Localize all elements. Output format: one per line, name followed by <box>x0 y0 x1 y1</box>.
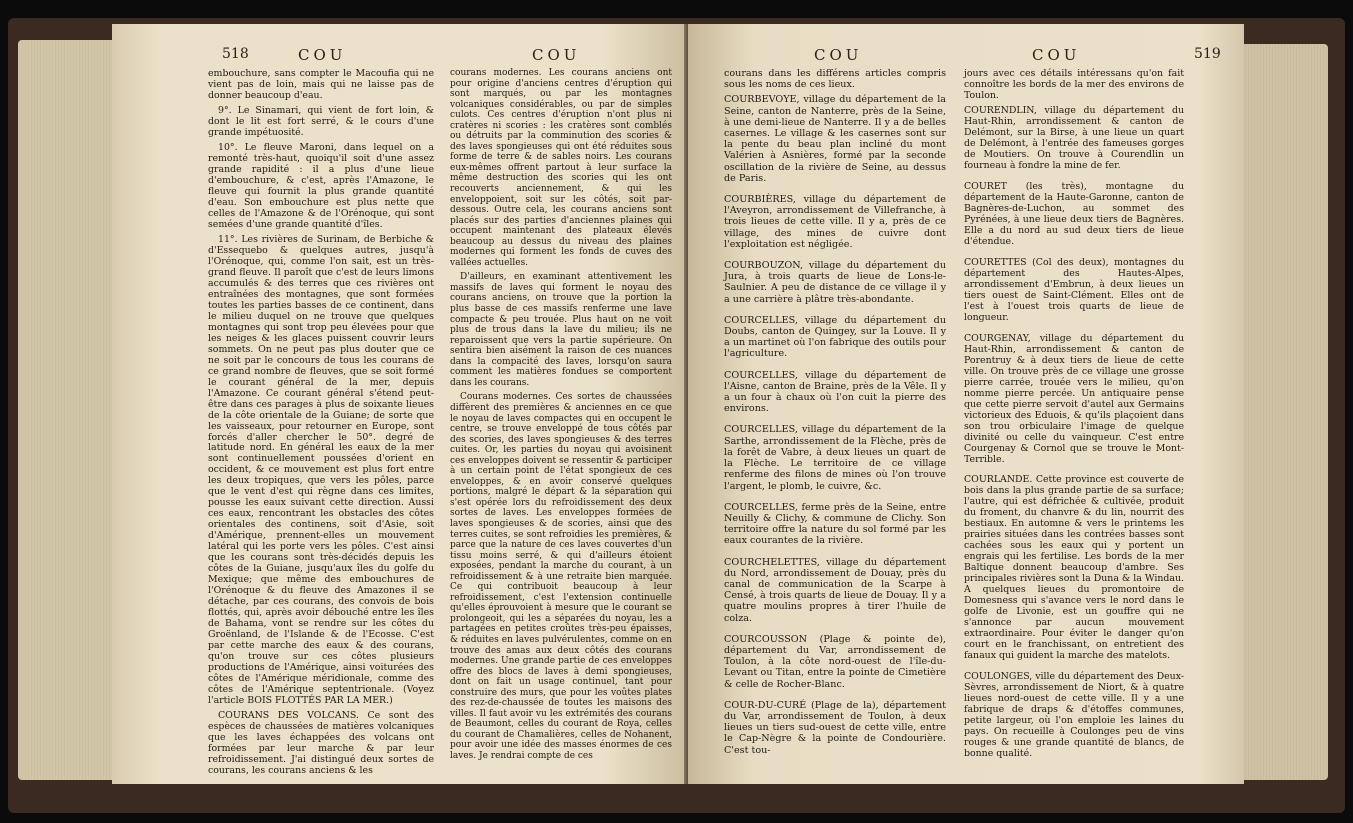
paragraph: 11°. Les rivières de Surinam, de Berbiche & d'Essequebo & quelques autres, jusqu'à l'Orénoque, qui, comme l'on sait, est un très-grand fleuve. Il paroît que c'est de leurs limons accumulés & des terres que ces rivières ont entraînées des montagnes, que sont formées toutes les parties basses de ce continent, dans le milieu duquel on ne trouve que quelques montagnes qui sont trop peu élevées pour que les neiges & les glaces puissent couvrir leurs sommets. On ne peut pas plus douter que ce ne soit par le concours de tous les courans de ce grand nombre de fleuves, que se soit formé le courant général de la mer, depuis l'Amazone. Ce courant général s'étend peut-être dans ces parages à plus de soixante lieues de la côte orientale de la Guiane; de sorte que les vaisseaux, pour retourner en Europe, sont forcés d'aller chercher le 50°. degré de latitude nord. En général les eaux de la mer sont continuellement poussées d'orient en occident, & ce mouvement est plus fort entre les deux tropiques, que vers les pôles, parce que le vent d'est qui règne dans ces limites, pousse les eaux suivant cette direction. Aussi ces eaux, rencontrant les obstacles des côtes orientales des continens, soit d'Asie, soit d'Amérique, prennent-elles un mouvement latéral qui les porte vers les pôles. C'est ainsi que les courans sont très-décidés depuis les côtes de la Guiane, jusqu'aux îles du golfe du Mexique; que même des embouchures de l'Orénoque & du fleuve des Amazones il se détache, par ces courans, des convois de bois flottés, qui, après avoir débouché entre les îles de Bahama, vont se rendre sur les côtes du Groënland, de l'Islande & de l'Ecosse. C'est par cette marche des eaux & des courans, qu'on trouve sur ces côtes plusieurs productions de l'Amérique, ainsi voiturées des côtes de l'Amérique méridionale, comme des côtes de l'Amérique septentrionale. (Voyez l'article BOIS FLOTTÉS PAR LA MER.) <box>208 233 434 707</box>
entry: COURBOUZON, village du département du Jura, à trois quarts de lieue de Lons-le-Saulnier. A peu de distance de ce village il y a une carrière à plâtre très-abondante. <box>724 260 946 305</box>
entry: COURCELLES, village du département du Doubs, canton de Quingey, sur la Louve. Il y a un martinet où l'on fabrique des outils pour l'agriculture. <box>724 314 946 360</box>
right-page-number: 519 <box>1194 46 1221 62</box>
paragraph: courans dans les différens articles compris sous les noms de ces lieux. <box>724 68 946 91</box>
left-column-2 <box>450 68 672 778</box>
entry: COURCELLES, ferme près de la Seine, entre Neuilly & Clichy, & commune de Clichy. Son territoire offre la nature du sol formé par les eaux courantes de la rivière. <box>724 501 946 547</box>
entry: COURCELLES, village du département de l'Aisne, canton de Braine, près de la Vêle. Il y a un four à chaux où l'on cuit la pierre des environs. <box>724 369 946 415</box>
entry: COURENDLIN, village du département du Haut-Rhin, arrondissement & canton de Delémont, sur la Birse, à une lieue un quart de Delémont, à l'entrée des fameuses gorges de Moutiers. On trouve à Courendlin un fourneau à fondre la mine de fer. <box>964 104 1184 171</box>
paragraph: 10°. Le fleuve Maroni, dans lequel on a remonté très-haut, quoiqu'il soit d'une assez grande rapidité : il a plus d'une lieue d'embouchure, & c'est, après l'Amazone, le fleuve qui fournit la plus grande quantité d'eau. Son embouchure est plus nette que celles de l'Amazone & de l'Orénoque, qui sont semées d'une grande quantité d'îles. <box>208 141 434 230</box>
paragraph: embouchure, sans compter le Macoufia qui ne vient pas de loin, mais qui ne laisse pas de donner beaucoup d'eau. <box>208 68 434 101</box>
paragraph: Courans modernes. Ces sortes de chaussées diffèrent des premières & anciennes en ce que le noyau de laves compactes qui en occupent le centre, se trouve enveloppé de tous côtés par des scories, des laves spongieuses & des terres cuites. Or, les parties du noyau qui avoisinent ces enveloppes doivent se ressentir & participer à un certain point de l'état spongieux de ces enveloppes, & en avoir conservé quelques portions, malgré le départ & la séparation qui s'est opérée lors du refroidissement des deux sortes de laves. Les enveloppes formées de laves spongieuses & de scories, ainsi que des terres cuites, se sont refroidies les premières, & parce que la nature de ces laves couvertes d'un tissu moins serré, & qui d'ailleurs étoient exposées, pendant la marche du courant, à un refroidissement & à une retraite bien marquée. Ce qui contribuoit beaucoup à leur refroidissement, c'est l'extension continuelle qu'elles éprouvoient à mesure que le courant se prolongeoit, qui les a séparées du noyau, les a partagées en petites croûtes très-peu épaisses, & réduites en laves pulvérulentes, comme on en trouve des amas aux deux côtés des courans modernes. Une grande partie de ces enveloppes offre des blocs de laves à demi spongieuses, dont on fait un usage continuel, tant pour construire des murs, que pour les voûtes plates des rez-de-chaussée de toutes les maisons des villes. Il faut avoir vu les extrémités des courans de Beaumont, celles du courant de Roya, celles du courant de Chamalières, celles de Nohanent, pour avoir une idée des masses énormes de ces laves. Je rendrai compte de ces <box>450 392 672 761</box>
paragraph: courans modernes. Les courans anciens ont pour origine d'anciens centres d'éruption qui sont marqués, ou par les montagnes volcaniques considérables, ou par de simples culots. Ces centres d'éruption n'ont plus ni cratères ni scories : les cratères sont comblés ou détruits par la comminution des scories & des laves spongieuses qui ont été réduites sous forme de terre & de sables noirs. Les courans eux-mêmes offrent partout à leur surface la même destruction des scories qui les ont recouverts anciennement, & qui les enveloppoient, soit sur les côtés, soit par-dessous. Outre cela, les courans anciens sont placés sur des parties d'anciennes plaines qui occupent maintenant des plateaux élevés beaucoup au dessus du niveau des plaines modernes qui forment les fonds de cuves des vallées actuelles. <box>450 68 672 268</box>
entry: COULONGES, ville du département des Deux-Sèvres, arrondissement de Niort, & à quatre lieues nord-ouest de cette ville. Il y a une fabrique de draps & d'étoffes communes, petite largeur, où l'on emploie les laines du pays. On recueille à Coulonges peu de vins rouges & une grande quantité de blancs, de bonne qualité. <box>964 671 1184 760</box>
right-page <box>688 24 1244 784</box>
entry: COURCHELETTES, village du département du Nord, arrondissement de Douay, près du canal de communication de la Scarpe à Censé, à trois quarts de lieue de Douay. Il y a quatre moulins propres à tirer l'huile de colza. <box>724 556 946 624</box>
right-running-head-2: COU <box>1032 46 1081 64</box>
left-running-head-2: COU <box>532 46 581 64</box>
page-edges-left <box>18 40 114 780</box>
entry: COURBIÈRES, village du département de l'Aveyron, arrondissement de Villefranche, à trois lieues de cette ville. Il y a, près de ce village, des mines de cuivre dont l'exploitation est négligée. <box>724 194 946 250</box>
entry: COURBEVOYE, village du département de la Seine, canton de Nanterre, près de la Seine, à une demi-lieue de Nanterre. Il y a de belles casernes. Le village & les casernes sont sur la pente du beau plan incliné du mont Valérien à Asnières, formé par la seconde oscillation de la rivière de Seine, au dessus de Paris. <box>724 94 946 184</box>
right-running-head-1: COU <box>814 46 863 64</box>
page-edges-right <box>1244 44 1328 780</box>
entry: COURGENAY, village du département du Haut-Rhin, arrondissement & canton de Porentruy & à deux tiers de lieue de cette ville. On trouve près de ce village une grosse pierre carrée, trouée vers le milieu, qu'on nomme pierre percée. Un antiquaire pense que cette pierre servoit d'autel aux Germains victorieux des Eduois, & qu'ils plaçoient dans son trou orbiculaire l'image de quelque divinité ou celle du vainqueur. C'est entre Courgenay & Cornol que se trouve le Mont-Terrible. <box>964 332 1184 465</box>
entry: COURETTES (Col des deux), montagnes du département des Hautes-Alpes, arrondissement d'Embrun, à deux lieues un tiers ouest de Saint-Clément. Elles ont de l'est à l'ouest trois quarts de lieue de longueur. <box>964 256 1184 323</box>
entry: COURET (les très), montagne du département de la Haute-Garonne, canton de Bagnères-de-Luchon, au sommet des Pyrénées, à une lieue deux tiers de Bagnères. Elle a du nord au sud deux tiers de lieue d'étendue. <box>964 180 1184 247</box>
right-column-2 <box>964 68 1184 778</box>
entry: COUR-DU-CURÉ (Plage de la), département du Var, arrondissement de Toulon, à deux lieues un tiers sud-ouest de cette ville, entre le Cap-Nègre & la pointe de Condourière. C'est tou- <box>724 699 946 756</box>
left-page <box>112 24 688 784</box>
paragraph: jours avec ces détails intéressans qu'on fait connoître les bords de la mer des environs de Toulon. <box>964 68 1184 101</box>
entry: COURLANDE. Cette province est couverte de bois dans la plus grande partie de sa surface; l'autre, qui est défrichée & cultivée, produit du froment, du chanvre & du lin, nourrit des bestiaux. En automne & vers le printems les prairies situées dans les contrées basses sont cachées sous les eaux qui y portent un engrais qui les fertilise. Les bords de la mer Baltique donnent beaucoup d'ambre. Ses principales rivières sont la Duna & la Windau. A quelques lieues du promontoire de Domesness qui s'avance vers le nord dans le golfe de Livonie, est un gouffre qui ne s'annonce par aucun mouvement extraordinaire. Pour éviter le danger qu'on court en le franchissant, on entretient des fanaux qui guident la marche des matelots. <box>964 474 1184 662</box>
paragraph: COURANS DES VOLCANS. Ce sont des espèces de chaussées de matières volcaniques que les laves échappées des volcans ont formées par leur marche & par leur refroidissement. J'ai distingué deux sortes de courans, les courans anciens & les <box>208 710 434 777</box>
left-running-head-1: COU <box>298 46 347 64</box>
paragraph: 9°. Le Sinamari, qui vient de fort loin, & dont le lit est fort serré, & le cours d'une grande impétuosité. <box>208 104 434 138</box>
left-column-1 <box>208 68 434 778</box>
left-page-number: 518 <box>222 46 249 62</box>
entry: COURCOUSSON (Plage & pointe de), département du Var, arrondissement de Toulon, à la côte nord-ouest de l'île-du-Levant ou Titan, entre la pointe de Cimetière & celle de Rocher-Blanc. <box>724 633 946 690</box>
right-column-1 <box>724 68 946 778</box>
entry: COURCELLES, village du département de la Sarthe, arrondissement de la Flèche, près de la forêt de Vabre, à deux lieues un quart de la Flèche. Le territoire de ce village renferme des filons de mines où l'on trouve l'argent, le plomb, le cuivre, &c. <box>724 424 946 492</box>
paragraph: D'ailleurs, en examinant attentivement les massifs de laves qui forment le noyau des courans anciens, on trouve que la portion la plus basse de ces massifs renferme une lave compacte & peu trouée. Plus haut on ne voit plus de trous dans la lave du milieu; ils ne reparoissent que vers la partie supérieure. On sentira bien aisément la raison de ces nuances dans la compacité des laves, lorsqu'on saura comment les matières fondues se comportent dans les courans. <box>450 272 672 388</box>
